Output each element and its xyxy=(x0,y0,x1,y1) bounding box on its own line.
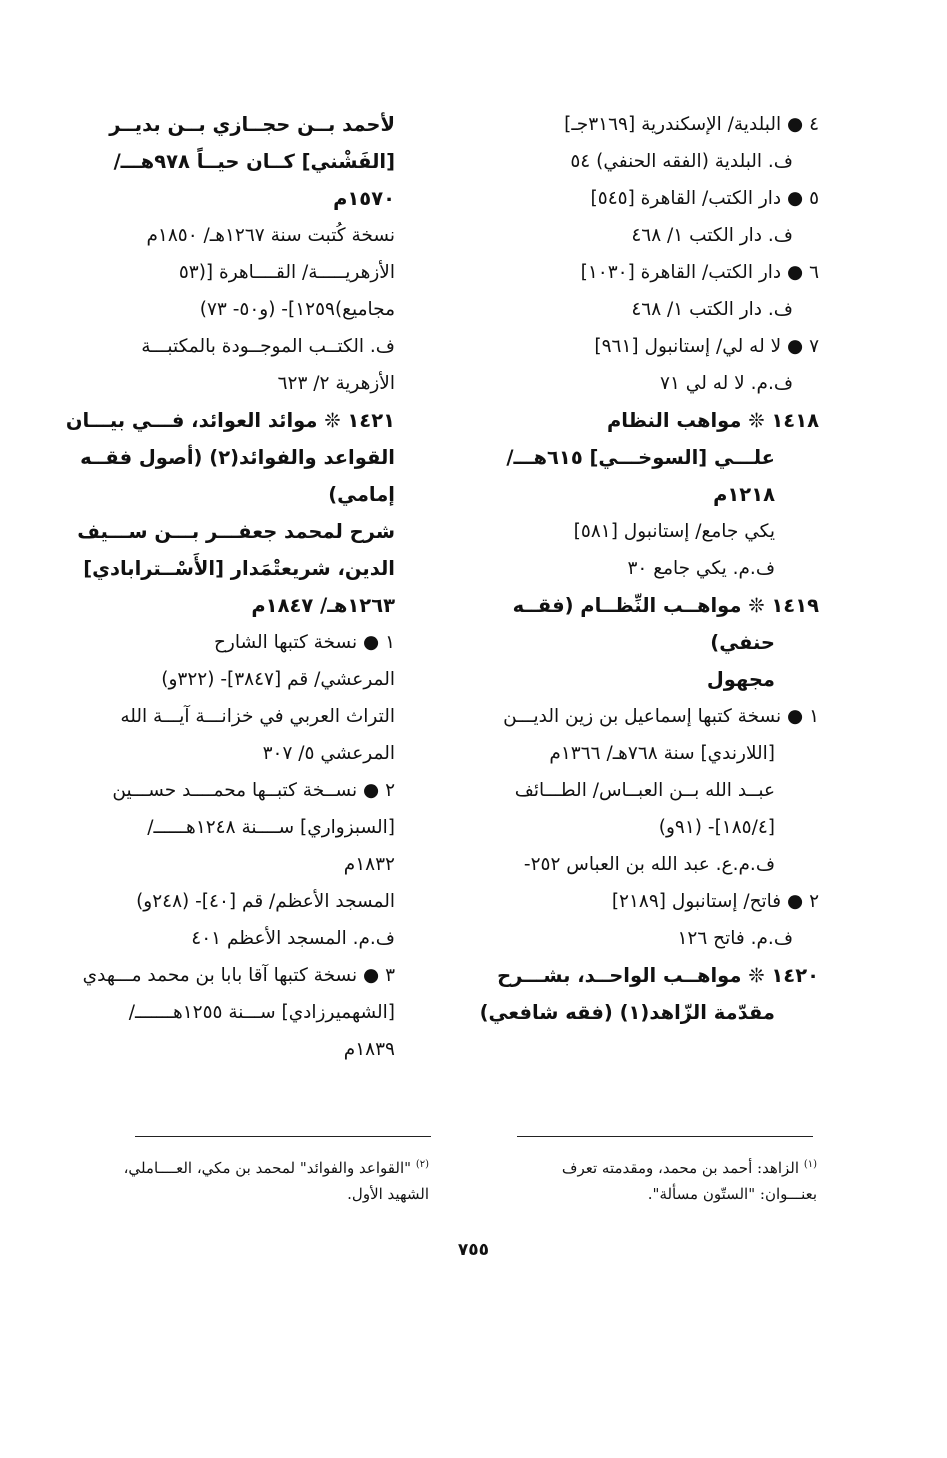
text-line: لأحمد بــن حجــازي بــن بديــر xyxy=(109,113,395,136)
footnote-marker: (١) xyxy=(803,1159,817,1170)
text-line: ف.م. المسجد الأعظم ٤٠١ xyxy=(191,928,395,949)
right-text-column xyxy=(479,106,819,1031)
left-text-column xyxy=(65,106,395,1068)
text-line: مقدّمة الزّاهد(١) (فقه شافعي) xyxy=(479,1001,775,1024)
text-line: عبــد الله بــن العبــاس/ الطـــائف xyxy=(514,780,775,801)
text-line: ١٤٢٠ ❊ مواهــب الواحــد، بشـــرح xyxy=(497,964,819,987)
text-line: حنفي) xyxy=(710,631,775,654)
footnote-text: "القواعد والفوائد" لمحمد بن مكي، العــــاملي، الشهيد الأول. xyxy=(123,1159,429,1203)
footnote-separator-left xyxy=(135,1136,431,1137)
text-line: ١٢١٨م xyxy=(713,483,775,506)
text-line: ٥ ● دار الكتب/ القاهرة [٥٤٥] xyxy=(590,188,819,209)
footnote-text: الزاهد: أحمد بن محمد، ومقدمته تعرف بعنـــوان: "الستّون مسألة". xyxy=(561,1159,817,1203)
text-line: ف.م. يكي جامع ٣٠ xyxy=(627,558,775,579)
text-line: ف. دار الكتب ١/ ٤٦٨ xyxy=(631,299,793,320)
text-line: ١٤١٩ ❊ مواهــب النِّظــام (فقــه xyxy=(512,594,819,617)
text-line: المرعشي ٥/ ٣٠٧ xyxy=(262,743,395,764)
footnote-separator-right xyxy=(517,1136,813,1137)
text-line: ٦ ● دار الكتب/ القاهرة [١٠٣٠] xyxy=(580,262,819,283)
text-line: ٤ ● البلدية/ الإسكندرية [٣١٦٩جـ] xyxy=(564,114,819,135)
text-line: الدين، شريعتْمَدار [الأَسْــترابادي] xyxy=(83,557,395,580)
footnote-right xyxy=(505,1152,817,1207)
text-line: ف. دار الكتب ١/ ٤٦٨ xyxy=(631,225,793,246)
text-line: القواعد والفوائد(٢) (أصول فقــه xyxy=(80,446,395,469)
page-number: ٧٥٥ xyxy=(457,1240,490,1260)
text-line: ١٥٧٠م xyxy=(333,187,395,210)
text-line: ف. الكتــب الموجــودة بالمكتبـــة xyxy=(141,336,395,357)
text-line: إمامي) xyxy=(328,483,395,506)
text-line: الأزهريـــــة/ القــــاهرة [(٥٣ xyxy=(178,262,395,283)
text-line: ف. البلدية (الفقه الحنفي) ٥٤ xyxy=(570,151,793,172)
text-line: ١٤١٨ ❊ مواهب النظام xyxy=(606,409,819,432)
footnote-marker: (٢) xyxy=(415,1159,429,1170)
text-line: التراث العربي في خزانـــة آيـــة الله xyxy=(120,706,395,727)
text-line: [١٨٥/٤]- (٩١و) xyxy=(658,817,775,838)
text-line: [الشهميرزادي] ســـنة ١٢٥٥هـــــــ/ xyxy=(128,1002,395,1023)
text-line: علـــي [السوخـــي] ٦١٥هـــ/ xyxy=(506,446,775,469)
text-line: ١ ● نسخة كتبها إسماعيل بن زين الديـــن xyxy=(503,706,819,727)
text-line: ١٨٣٩م xyxy=(343,1039,395,1060)
text-line: ف.م.ع. عبد الله بن العباس ٢٥٢- xyxy=(523,854,775,875)
text-line: [اللارندي] سنة ٧٦٨هـ/ ١٣٦٦م xyxy=(549,743,775,764)
text-line: ٢ ● فاتح/ إستانبول [٢١٨٩] xyxy=(611,891,819,912)
text-line: ١٨٣٢م xyxy=(343,854,395,875)
text-line: مجاميع)١٢٥٩]- (و٥٠- ٧٣) xyxy=(199,299,395,320)
text-line: يكي جامع/ إستانبول [٥٨١] xyxy=(573,521,775,542)
text-line: ف.م. لا له لي ٧١ xyxy=(660,373,793,394)
text-line: ٧ ● لا له لي/ إستانبول [٩٦١] xyxy=(594,336,819,357)
text-line: المسجد الأعظم/ قم [٤٠]- (٢٤٨و) xyxy=(136,891,395,912)
text-line: الأزهرية ٢/ ٦٢٣ xyxy=(277,373,395,394)
text-line: [الفَشْني] كــان حيــاً ٩٧٨هـــ/ xyxy=(113,150,395,173)
text-line: نسخة كُتبت سنة ١٢٦٧هـ/ ١٨٥٠م xyxy=(146,225,395,246)
text-line: شرح لمحمد جعفـــر بـــن ســـيف xyxy=(77,520,395,543)
text-line: ف.م. فاتح ١٢٦ xyxy=(677,928,793,949)
footnote-left xyxy=(111,1152,429,1207)
text-line: [السبزواري] ســــنة ١٢٤٨هــــــ/ xyxy=(147,817,395,838)
text-line: ٢ ● نســخة كتبــها محمــــد حســـين xyxy=(112,780,395,801)
text-line: ١٤٢١ ❊ موائد العوائد، فـــي بيـــان xyxy=(65,409,395,432)
text-line: ٣ ● نسخة كتبها آقا بابا بن محمد مـــهدي xyxy=(82,965,395,986)
text-line: مجهول xyxy=(706,668,775,691)
text-line: ١٢٦٣هـ/ ١٨٤٧م xyxy=(251,594,395,617)
text-line: ١ ● نسخة كتبها الشارح xyxy=(213,632,395,653)
text-line: المرعشي/ قم [٣٨٤٧]- (٣٢٢و) xyxy=(161,669,395,690)
